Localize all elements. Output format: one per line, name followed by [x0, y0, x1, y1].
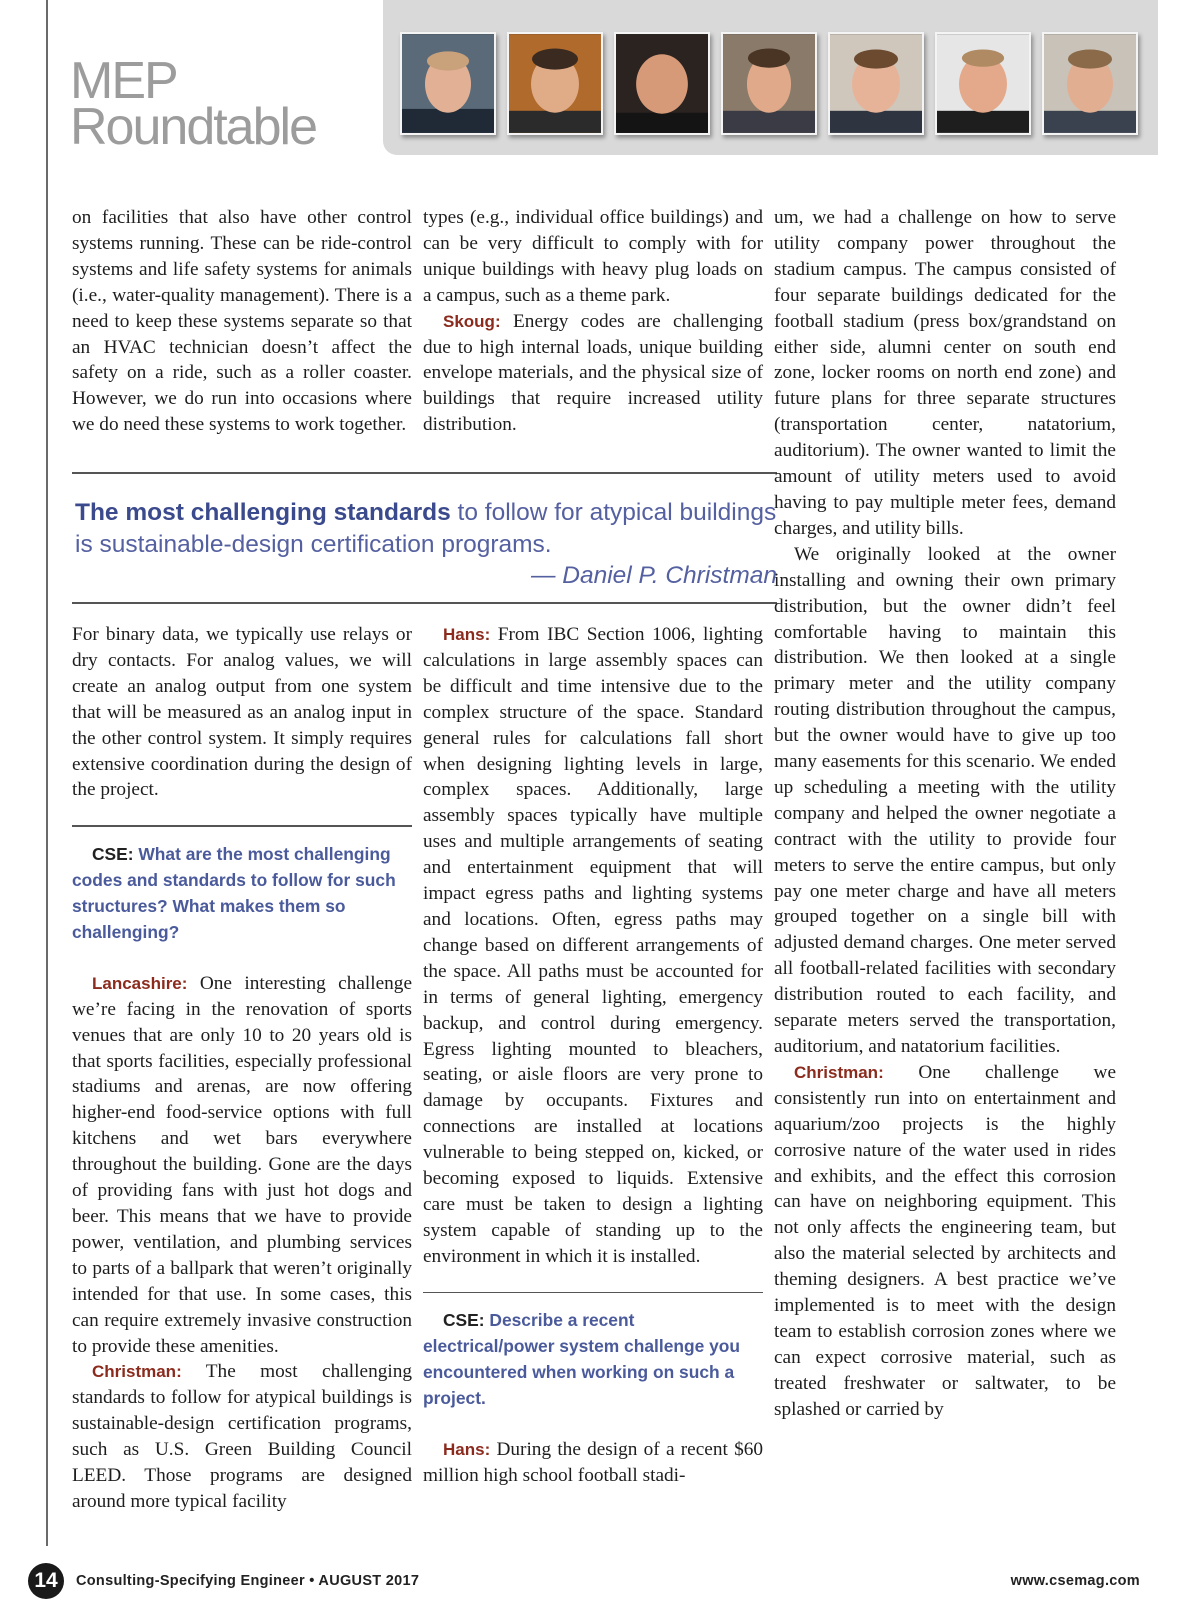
- portrait-7: [1042, 32, 1138, 135]
- paragraph: [72, 971, 412, 1360]
- paragraph-text: During the design of a recent $60 million high school football stadi-: [423, 1439, 763, 1487]
- paragraph: on facilities that also have other control systems running. These can be ride-control systems and life safety systems for animals (i.e., water-quality management). There is a need to keep these systems separate so that an HVAC technician doesn’t affect the safety on a ride, such as a roller coaster. However, we do run into occasions where we do need these systems to work together.: [72, 207, 412, 436]
- publication-credit: Consulting-Specifying Engineer • AUGUST 2017: [76, 1573, 420, 1589]
- paragraph: [72, 1359, 412, 1514]
- portrait-row: [400, 32, 1138, 135]
- paragraph-text: From IBC Section 1006, lighting calculations in large assembly spaces can be difficult and time intensive due to the complex structure of the space. Standard general rules for calculations fall short when designing lighting levels in large, complex spaces. Additionally, large assembly spaces typically have multiple uses and multiple arrangements of seating and entertainment equipment that will impact egress paths and lighting systems and locations. Often, egress paths may change based on different arrangements of the space. All paths must be accounted for in terms of general lighting, emergency backup, and control during emergency. Egress lighting mounted to bleachers, seating, or aisle floors are very prone to damage by occupants. Fixtures and connections are installed at locations vulnerable to being stepped on, kicked, or becoming exposed to liquids. Extensive care must be taken to design a lighting system capable of standing up to the environment in which it is installed.: [423, 624, 763, 1267]
- section-title-line2: Roundtable: [70, 98, 316, 156]
- pullquote-bottom-rule: [72, 602, 777, 604]
- paragraph: For binary data, we typically use relays or dry contacts. For analog values, we will create an analog output from one system that will be measured as an analog input in the other control system. It simply requires extensive coordination during the design of the project.: [72, 624, 412, 801]
- page-number: 14: [28, 1563, 64, 1599]
- portrait-6: [935, 32, 1031, 135]
- speaker-name: Lancashire:: [92, 973, 188, 993]
- pullquote-text: to follow for atypical buildings is sustainable-design certification programs.: [75, 499, 777, 558]
- pullquote-attribution: — Daniel P. Christman: [530, 562, 777, 589]
- paragraph: [423, 1437, 763, 1489]
- interview-question: [423, 1307, 763, 1411]
- paragraph: [423, 309, 763, 439]
- paragraph-text: One challenge we consistently run into on entertainment and aquarium/zoo projects is the highly corrosive nature of the water used in rides and exhibits, and the effect this corrosion can have on neighboring equipment. This not only affects the engineering team, but also the material selected by architects and theming designers. A best practice we’ve implemented is to meet with the design team to establish corrosion zones where we can expect corrosive material, such as treated freshwater or saltwater, to be splashed or carried by: [774, 1061, 1116, 1420]
- paragraph: types (e.g., individual office buildings) and can be very difficult to comply with for unique buildings with heavy plug loads on a campus, such as a theme park.: [423, 207, 763, 306]
- portrait-3: [614, 32, 710, 135]
- paragraph: [423, 622, 763, 1270]
- paragraph-text: The most challenging standards to follow for atypical buildings is sustainable-design certification programs, such as U.S. Green Building Council LEED. Those programs are designed around more typical facility: [72, 1361, 412, 1512]
- column-3: [774, 205, 1116, 1423]
- portrait-4: [721, 32, 817, 135]
- speaker-name: Skoug:: [443, 311, 501, 331]
- pullquote-top-rule: [72, 472, 777, 474]
- paragraph: um, we had a challenge on how to serve utility company power throughout the stadium campus. The campus consisted of four separate buildings dedicated for the football stadium (press box/grandstand on either side, alumni center on south end zone, locker rooms on north end zone) and future plans for three separate structures (transportation center, natatorium, auditorium). The owner wanted to limit the amount of utility meters used to avoid having to pay multiple meter fees, demand charges, and utility bills.: [774, 207, 1116, 539]
- question-rule: [423, 1292, 763, 1294]
- speaker-name: Christman:: [92, 1362, 182, 1382]
- question-label: CSE:: [443, 1310, 485, 1331]
- paragraph-text: One interesting challenge we’re facing in the renovation of sports venues that are only 10 to 20 years old is that sports facilities, especially professional stadiums and arenas, are now offering higher-end food-service options with full kitchens and wet bars everywhere throughout the building. Gone are the days of providing fans with just hot dogs and beer. This means that we have to provide power, ventilation, and plumbing services to parts of a ballpark that weren’t originally intended for that use. In some cases, this can require extremely invasive construction to provide these amenities.: [72, 972, 412, 1357]
- section-title: [70, 52, 316, 156]
- portrait-1: [400, 32, 496, 135]
- portrait-2: [507, 32, 603, 135]
- paragraph: We originally looked at the owner installing and owning their own primary distribution, but the owner didn’t feel comfortable having to maintain this distribution. We then looked at a single primary meter and the utility company routing distribution throughout the campus, but the owner would have to give up too many easements for this scenario. We ended up scheduling a meeting with the utility company and helped the owner negotiate a contract with the utility to provide four meters to serve the entire campus, but only pay one meter charge and have all meters grouped together on a single bill with adjusted demand charges. One meter served all football-related facilities with secondary distribution routed to each facility, and separate meters served the transportation, auditorium, and natatorium facilities.: [774, 543, 1116, 1057]
- pullquote-emphasis: The most challenging standards: [75, 499, 451, 526]
- left-margin-rule: [46, 0, 48, 1546]
- column-2-bottom: [423, 622, 763, 1489]
- column-1-top: [72, 205, 412, 438]
- pullquote: [75, 497, 777, 561]
- speaker-name: Christman:: [794, 1062, 884, 1082]
- question-rule: [72, 825, 412, 827]
- question-label: CSE:: [92, 843, 134, 864]
- question-text: What are the most challenging codes and standards to follow for such structures? What makes them so challenging?: [72, 843, 396, 942]
- column-2-top: [423, 205, 763, 438]
- paragraph-text: Energy codes are challenging due to high internal loads, unique building envelope materials, and the physical size of buildings that require increased utility distribution.: [423, 310, 763, 436]
- speaker-name: Hans:: [443, 1440, 491, 1460]
- question-text: Describe a recent electrical/power system challenge you encountered when working on such a project.: [423, 1310, 741, 1409]
- website-url[interactable]: www.csemag.com: [1010, 1573, 1140, 1589]
- portrait-5: [828, 32, 924, 135]
- speaker-name: Hans:: [443, 625, 491, 644]
- interview-question: [72, 841, 412, 945]
- column-1-bottom: [72, 622, 412, 1515]
- section-title-line1: MEP: [70, 52, 177, 110]
- paragraph: [774, 1060, 1116, 1423]
